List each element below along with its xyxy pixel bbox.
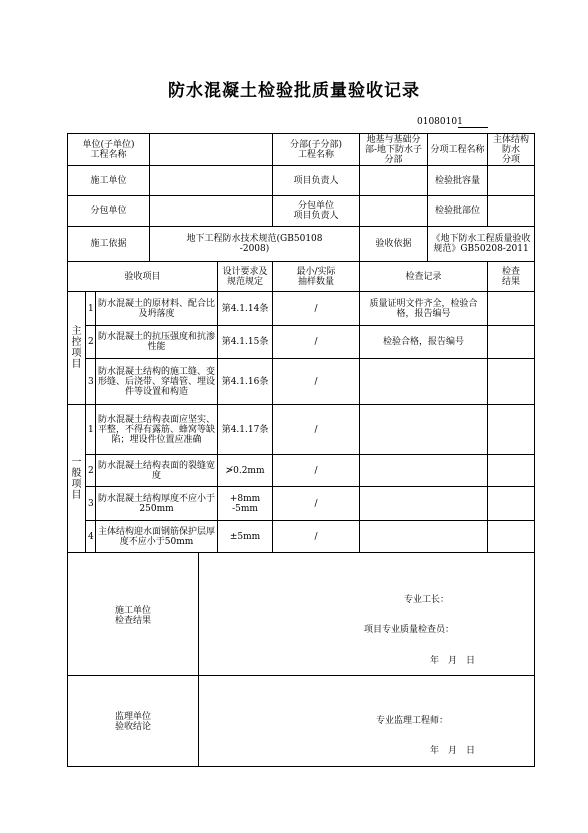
item-record[interactable]: 检验合格，报告编号: [360, 326, 488, 359]
unit-name-label: 单位(子单位) 工程名称: [68, 134, 150, 166]
col-result-header: 检查 结果: [488, 262, 535, 292]
project-manager-value[interactable]: [360, 166, 428, 196]
contractor-check-label: 施工单位 检查结果: [114, 606, 151, 626]
sub-project-manager-label: 分包单位 项目负责人: [273, 196, 360, 227]
item-record[interactable]: 质量证明文件齐全，检验合格，报告编号: [360, 292, 488, 326]
sub-item-name-value: 主体结构防水 分项: [488, 134, 535, 166]
block-divider: [198, 553, 199, 675]
table-row: [68, 292, 535, 326]
quality-inspector-signature-label[interactable]: 项目专业质量检查员：: [364, 625, 455, 635]
table-row: [68, 405, 535, 455]
item-no: 1: [86, 292, 96, 326]
document-title: 防水混凝土检验批质量验收记录: [168, 81, 420, 101]
acceptance-basis-value: 《地下防水工程质量验收 规范》GB50208-2011: [428, 227, 535, 262]
inspection-form: [67, 133, 535, 767]
item-result[interactable]: [488, 405, 535, 455]
foreman-signature-label[interactable]: 专业工长：: [404, 595, 450, 605]
item-spec: +8mm -5mm: [218, 487, 273, 521]
col-design-header: 设计要求及 规范规定: [218, 262, 273, 292]
item-spec: 第4.1.17条: [218, 405, 273, 455]
item-no: 2: [86, 455, 96, 487]
unit-name-value[interactable]: [150, 134, 273, 166]
construction-basis-label: 施工依据: [68, 227, 150, 262]
item-result[interactable]: [488, 487, 535, 521]
col-sample-header: 最小/实际 抽样数量: [273, 262, 360, 292]
item-spec: 第4.1.14条: [218, 292, 273, 326]
document-code: 01080101: [417, 117, 463, 127]
contractor-value[interactable]: [150, 166, 273, 196]
table-row: [68, 487, 535, 521]
header-row-basis: [68, 227, 535, 262]
item-name: 防水混凝土结构厚度不应小于250mm: [96, 487, 218, 521]
col-item-header: 验收项目: [68, 262, 218, 292]
item-name: 防水混凝土结构的施工缝、变形缝、后浇带、穿墙管、埋设件等设置和构造: [96, 359, 218, 405]
code-underline: [458, 127, 488, 128]
item-no: 2: [86, 326, 96, 359]
item-spec: 第4.1.15条: [218, 326, 273, 359]
item-sample[interactable]: /: [273, 326, 360, 359]
general-group-label: 一般项目: [68, 405, 86, 553]
acceptance-basis-label: 验收依据: [360, 227, 428, 262]
batch-location-value[interactable]: [488, 196, 535, 227]
item-spec: ≯0.2mm: [218, 455, 273, 487]
item-result[interactable]: [488, 326, 535, 359]
item-sample[interactable]: /: [273, 455, 360, 487]
supervisor-check-date[interactable]: 年 月 日: [430, 746, 476, 756]
table-row: [68, 326, 535, 359]
subcontractor-label: 分包单位: [68, 196, 150, 227]
item-no: 3: [86, 359, 96, 405]
contractor-check-row: [68, 553, 535, 676]
item-spec: ±5mm: [218, 521, 273, 553]
table-row: [68, 455, 535, 487]
supervisor-check-block: [68, 676, 535, 767]
construction-basis-value: 地下工程防水技术规范(GB50108 -2008): [150, 227, 360, 262]
item-no: 4: [86, 521, 96, 553]
item-record[interactable]: [360, 455, 488, 487]
main-control-group-label: 主控项目: [68, 292, 86, 405]
supervisor-check-row: [68, 676, 535, 767]
header-row-project: [68, 134, 535, 166]
item-name: 防水混凝土结构表面的裂缝宽度: [96, 455, 218, 487]
item-sample[interactable]: /: [273, 359, 360, 405]
item-record[interactable]: [360, 521, 488, 553]
header-row-contractor: [68, 166, 535, 196]
contractor-check-block: [68, 553, 535, 676]
division-name-value: 地基与基础分 部-地下防水子分部: [360, 134, 428, 166]
item-record[interactable]: [360, 487, 488, 521]
sub-project-manager-value[interactable]: [360, 196, 428, 227]
sub-item-name-label: 分项工程名称: [428, 134, 488, 166]
table-row: [68, 521, 535, 553]
item-no: 3: [86, 487, 96, 521]
contractor-check-date[interactable]: 年 月 日: [430, 656, 476, 666]
item-result[interactable]: [488, 521, 535, 553]
supervisor-check-label: 监理单位 验收结论: [114, 712, 151, 732]
item-record[interactable]: [360, 405, 488, 455]
division-name-label: 分部(子分部) 工程名称: [273, 134, 360, 166]
supervision-engineer-signature-label[interactable]: 专业监理工程师：: [376, 716, 449, 726]
project-manager-label: 项目负责人: [273, 166, 360, 196]
table-row: [68, 359, 535, 405]
item-name: 防水混凝土的抗压强度和抗渗性能: [96, 326, 218, 359]
item-name: 防水混凝土的原材料、配合比及坍落度: [96, 292, 218, 326]
item-sample[interactable]: /: [273, 521, 360, 553]
item-name: 防水混凝土结构表面应坚实、平整，不得有露筋、蜂窝等缺陷；埋设件位置应准确: [96, 405, 218, 455]
batch-capacity-label: 检验批容量: [428, 166, 488, 196]
subcontractor-value[interactable]: [150, 196, 273, 227]
contractor-label: 施工单位: [68, 166, 150, 196]
batch-capacity-value[interactable]: [488, 166, 535, 196]
item-result[interactable]: [488, 292, 535, 326]
item-spec: 第4.1.16条: [218, 359, 273, 405]
item-record[interactable]: [360, 359, 488, 405]
col-record-header: 检查记录: [360, 262, 488, 292]
item-name: 主体结构迎水面钢筋保护层厚度不应小于50mm: [96, 521, 218, 553]
column-header-row: [68, 262, 535, 292]
item-result[interactable]: [488, 455, 535, 487]
item-sample[interactable]: /: [273, 292, 360, 326]
header-row-subcontractor: [68, 196, 535, 227]
item-sample[interactable]: /: [273, 405, 360, 455]
block-divider: [198, 676, 199, 766]
item-sample[interactable]: /: [273, 487, 360, 521]
batch-location-label: 检验批部位: [428, 196, 488, 227]
item-result[interactable]: [488, 359, 535, 405]
item-no: 1: [86, 405, 96, 455]
